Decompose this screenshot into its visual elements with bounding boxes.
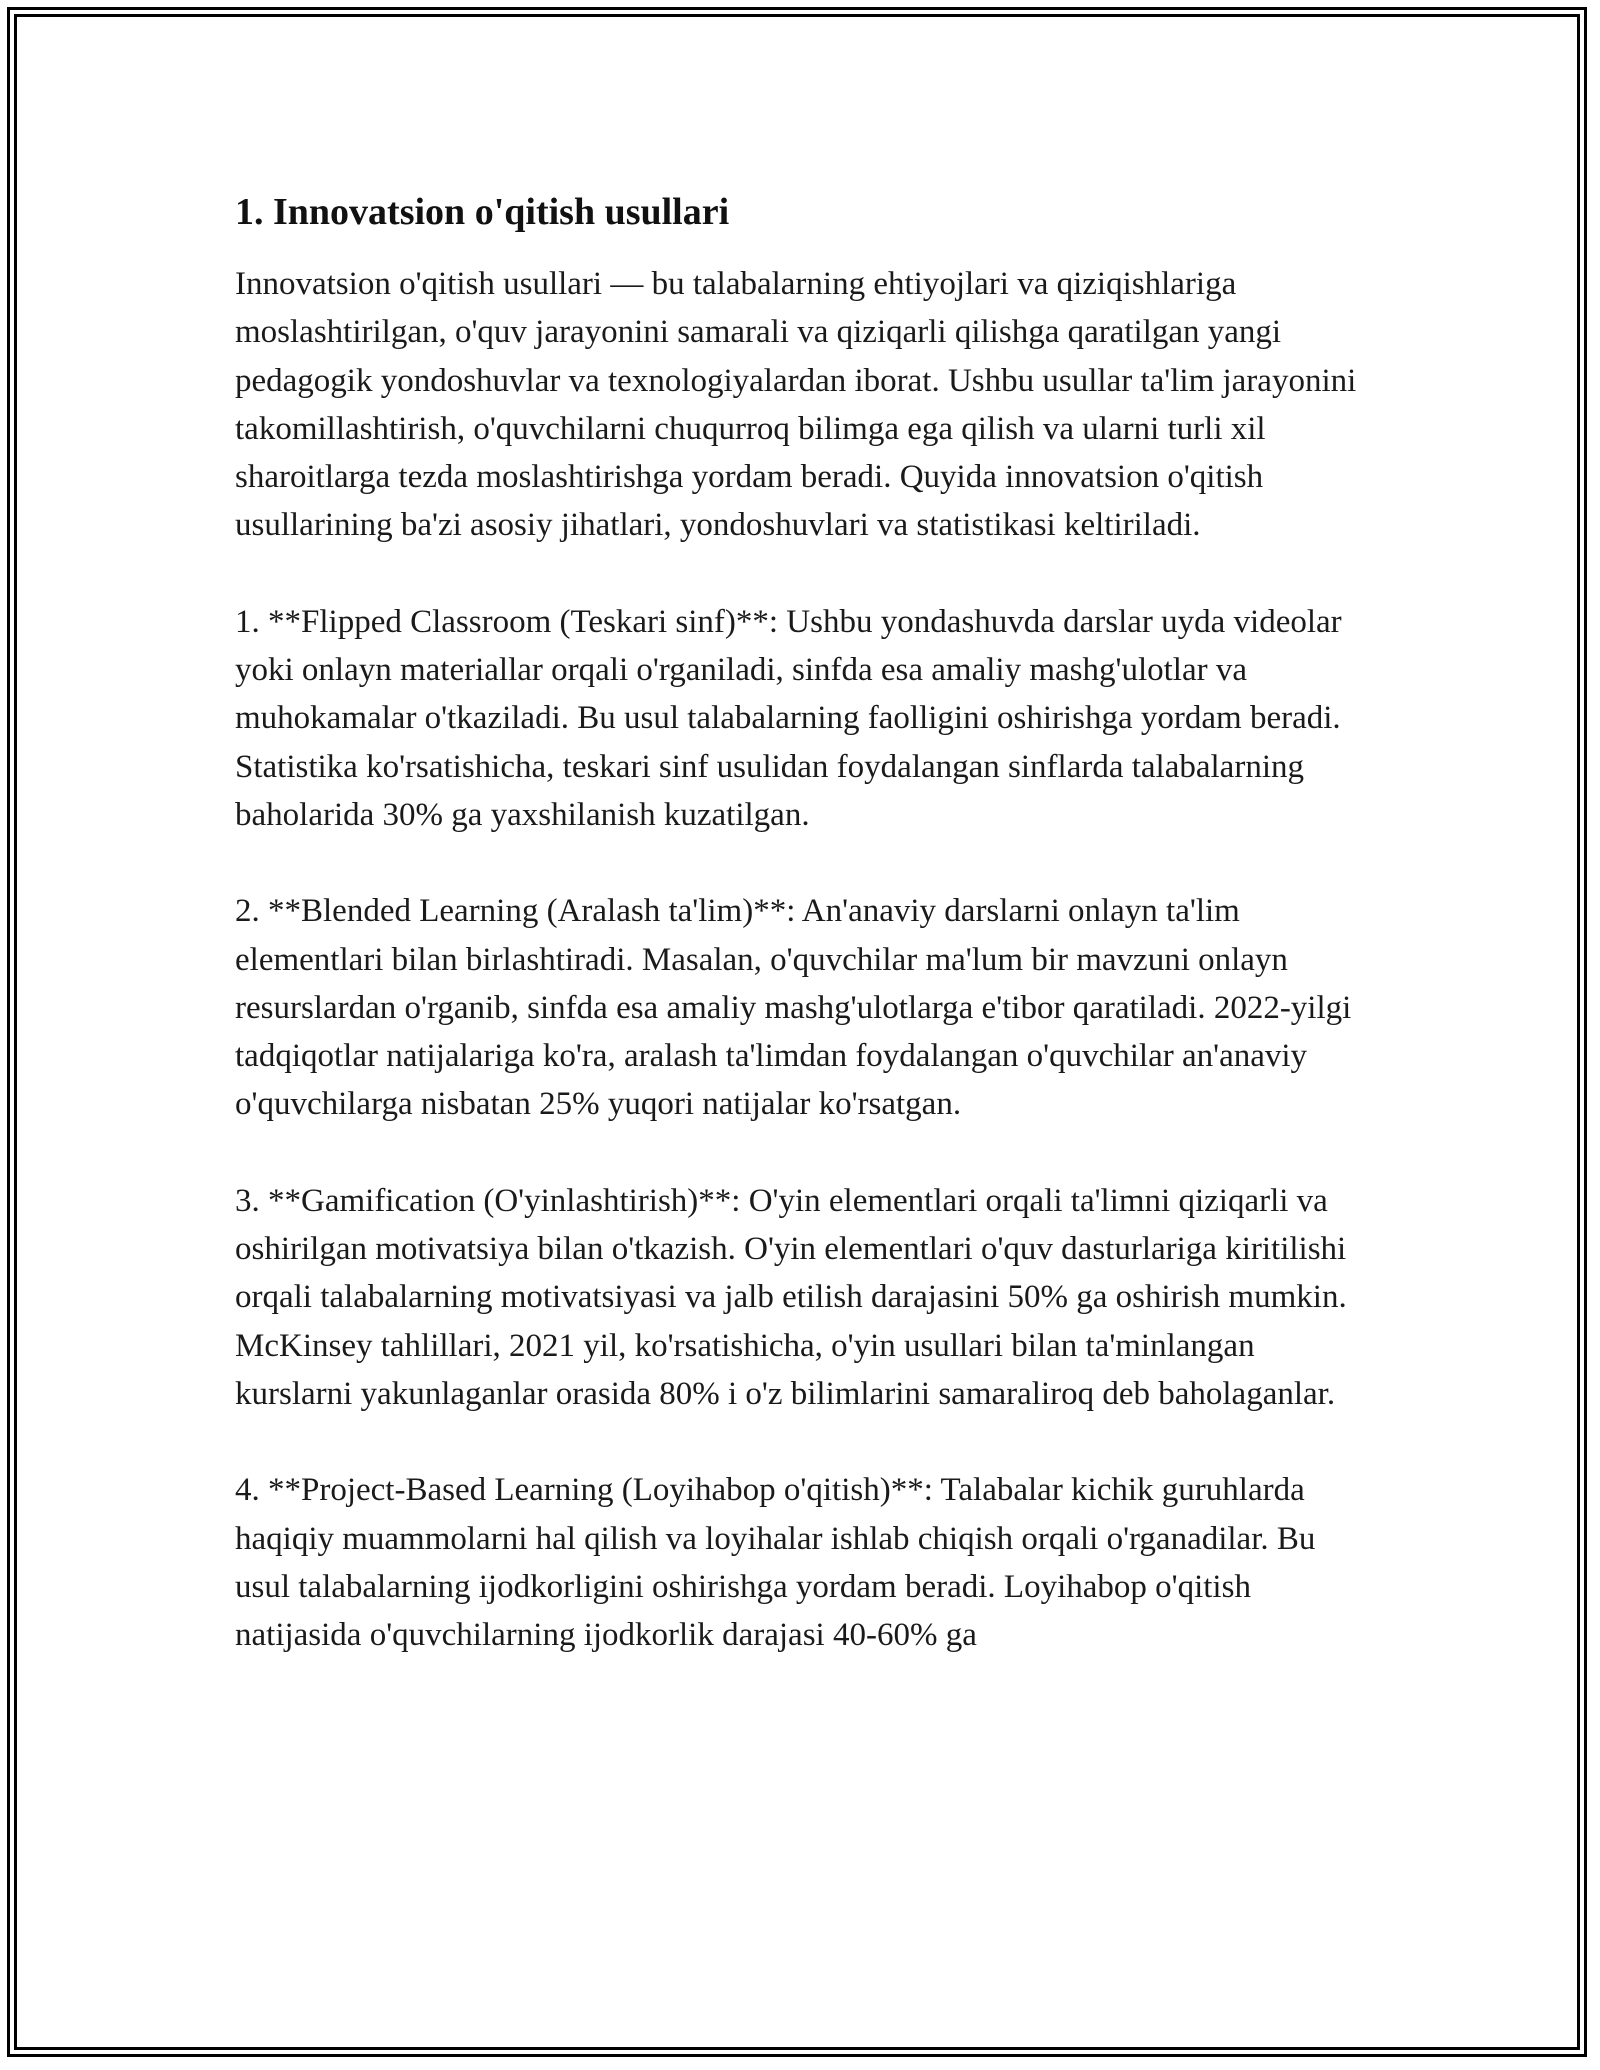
paragraph-flipped-classroom: 1. **Flipped Classroom (Teskari sinf)**: Ushbu yondashuvda darslar uyda videolar yoki onlayn materiallar orqali o'rganiladi, sinfda esa amaliy mashg'ulotlar va muhokamalar o'tkaziladi. Bu usul talabalarning faolligini oshirishga yordam beradi. Statistika ko'rsatishicha, teskari sinf usulidan foydalangan sinflarda talabalarning baholarida 30% ga yaxshilanish kuzatilgan.	[235, 603, 1342, 833]
paragraph-project-based-learning: 4. **Project-Based Learning (Loyihabop o'qitish)**: Talabalar kichik guruhlarda haqiqiy muammolarni hal qilish va loyihalar ishlab chiqish orqali o'rganadilar. Bu usul talabalarning ijodkorligini oshirishga yordam beradi. Loyihabop o'qitish natijasida o'quvchilarning ijodkorlik darajasi 40-60% ga	[235, 1472, 1316, 1654]
document-title: 1. Innovatsion o'qitish usullari	[235, 191, 730, 233]
document-body	[235, 188, 1375, 1707]
paragraph-blended-learning: 2. **Blended Learning (Aralash ta'lim)**: An'anaviy darslarni onlayn ta'lim elementlari bilan birlashtiradi. Masalan, o'quvchilar ma'lum bir mavzuni onlayn resurslardan o'rganib, sinfda esa amaliy mashg'ulotlarga e'tibor qaratiladi. 2022-yilgi tadqiqotlar natijalariga ko'ra, aralash ta'limdan foydalangan o'quvchilar an'anaviy o'quvchilarga nisbatan 25% yuqori natijalar ko'rsatgan.	[235, 893, 1352, 1123]
intro-paragraph: Innovatsion o'qitish usullari — bu talabalarning ehtiyojlari va qiziqishlariga moslashtirilgan, o'quv jarayonini samarali va qiziqarli qilishga qaratilgan yangi pedagogik yondoshuvlar va texnologiyalardan iborat. Ushbu usullar ta'lim jarayonini takomillashtirish, o'quvchilarni chuqurroq bilimga ega qilish va ularni turli xil sharoitlarga tezda moslashtirishga yordam beradi. Quyida innovatsion o'qitish usullarining ba'zi asosiy jihatlari, yondoshuvlari va statistikasi keltiriladi.	[235, 266, 1357, 544]
paragraph-gamification: 3. **Gamification (O'yinlashtirish)**: O'yin elementlari orqali ta'limni qiziqarli va oshirilgan motivatsiya bilan o'tkazish. O'yin elementlari o'quv dasturlariga kiritilishi orqali talabalarning motivatsiyasi va jalb etilish darajasini 50% ga oshirish mumkin. McKinsey tahlillari, 2021 yil, ko'rsatishicha, o'yin usullari bilan ta'minlangan kurslarni yakunlaganlar orasida 80% i o'z bilimlarini samaraliroq deb baholaganlar.	[235, 1182, 1347, 1412]
